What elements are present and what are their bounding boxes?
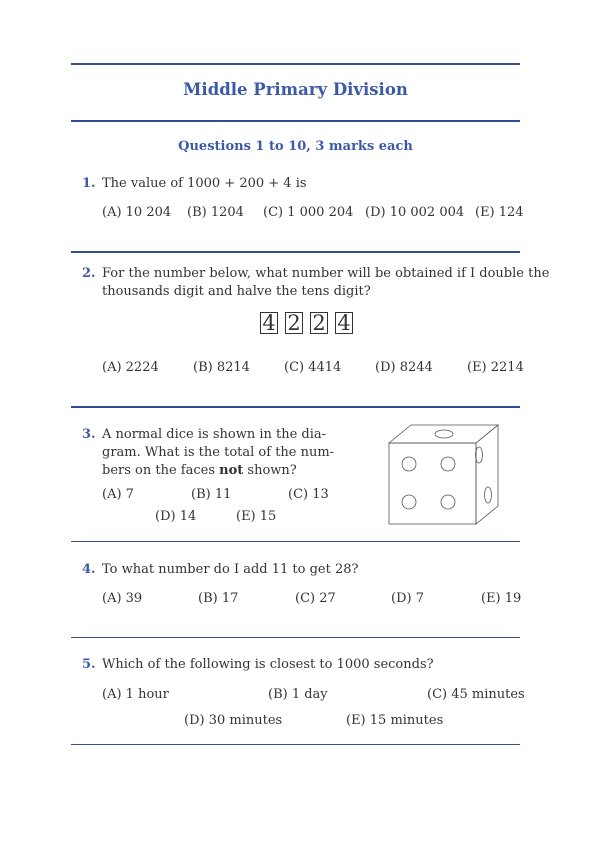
option-a[interactable]: (A) 39: [102, 591, 143, 606]
number-digit-boxes: [260, 312, 353, 334]
question-text-line-2: gram. What is the total of the num-: [102, 445, 335, 460]
question-text: Which of the following is closest to 1000 seconds?: [102, 657, 434, 672]
option-c[interactable]: (C) 45 minutes: [427, 687, 525, 702]
question-text-line-1: For the number below, what number will be obtained if I double the: [102, 266, 550, 281]
option-c[interactable]: (C) 27: [295, 591, 336, 606]
option-a[interactable]: (A) 1 hour: [102, 687, 169, 702]
option-d[interactable]: (D) 7: [391, 591, 424, 606]
question-text-line-1: A normal dice is shown in the dia-: [102, 427, 327, 442]
text-segment: bers on the faces: [102, 463, 215, 478]
option-c[interactable]: (C) 1 000 204: [263, 205, 354, 220]
option-b[interactable]: (B) 11: [191, 487, 232, 502]
option-d[interactable]: (D) 10 002 004: [365, 205, 465, 220]
question-number: 3.: [82, 427, 96, 442]
question-text: To what number do I add 11 to get 28?: [102, 562, 359, 577]
option-e[interactable]: (E) 19: [481, 591, 522, 606]
option-a[interactable]: (A) 10 204: [102, 205, 172, 220]
option-d[interactable]: (D) 30 minutes: [184, 713, 283, 728]
option-a[interactable]: (A) 7: [102, 487, 134, 502]
question-divider: [71, 251, 520, 253]
option-b[interactable]: (B) 1 day: [268, 687, 328, 702]
question-number: 1.: [82, 176, 96, 191]
header-rule: [71, 120, 520, 122]
option-e[interactable]: (E) 15 minutes: [346, 713, 444, 728]
question-number: 5.: [82, 657, 96, 672]
option-e[interactable]: (E) 15: [236, 509, 277, 524]
question-number: 2.: [82, 266, 96, 281]
option-b[interactable]: (B) 1204: [187, 205, 244, 220]
emphasis-text: not: [219, 463, 244, 478]
option-a[interactable]: (A) 2224: [102, 360, 159, 375]
option-d[interactable]: (D) 8244: [375, 360, 433, 375]
top-rule: [71, 63, 520, 65]
digit-box: 4: [260, 312, 278, 334]
option-d[interactable]: (D) 14: [155, 509, 197, 524]
bottom-rule: [71, 744, 520, 745]
option-b[interactable]: (B) 8214: [193, 360, 250, 375]
option-c[interactable]: (C) 13: [288, 487, 329, 502]
digit-box: 2: [310, 312, 328, 334]
digit-box: 2: [285, 312, 303, 334]
page-title: Middle Primary Division: [183, 80, 408, 99]
question-divider: [71, 541, 520, 542]
question-text-line-2: thousands digit and halve the tens digit?: [102, 284, 371, 299]
option-c[interactable]: (C) 4414: [284, 360, 342, 375]
question-divider: [71, 406, 520, 408]
option-e[interactable]: (E) 124: [475, 205, 524, 220]
option-e[interactable]: (E) 2214: [467, 360, 524, 375]
question-divider: [71, 637, 520, 638]
digit-box: 4: [335, 312, 353, 334]
option-b[interactable]: (B) 17: [198, 591, 239, 606]
dice-icon: [386, 422, 502, 528]
text-segment: shown?: [247, 463, 297, 478]
question-text: The value of 1000 + 200 + 4 is: [102, 176, 307, 191]
question-number: 4.: [82, 562, 96, 577]
question-text-line-3: [102, 462, 297, 480]
section-subtitle: Questions 1 to 10, 3 marks each: [178, 139, 413, 154]
